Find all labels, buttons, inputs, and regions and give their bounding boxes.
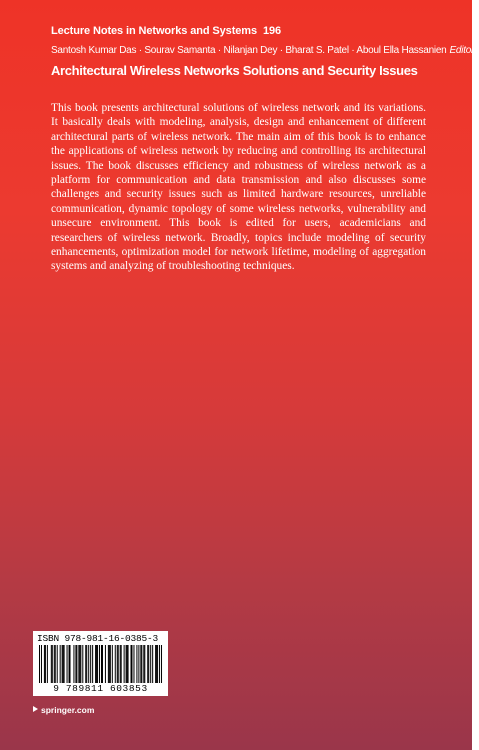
publisher-link-label: springer.com (41, 705, 95, 715)
arrow-right-icon (33, 706, 38, 712)
isbn-text: ISBN 978-981-16-0385-3 (37, 633, 159, 644)
book-description: This book presents architectural solutions of wireless network and its variations. It basically deals with modeling, analysis, design and enhancement of different architectural parts of wireless network. The main aim of this book is to enhance the applications of wireless network by reducing and controlling its architectural issues. The book discusses efficiency and robustness of wireless network as a platform for communication and data transmission and also discusses some challenges and security issues such as limited hardware resources, unreliable communication, dynamic topology of some wireless networks, vulnerability and unsecure environment. This book is edited for users, academicians and researchers of wireless network. Broadly, topics include modeling of security enhancements, optimization model for network lifetime, modeling of aggregation systems and analyzing of troubleshooting techniques. (51, 102, 426, 273)
book-title: Architectural Wireless Networks Solutions and Security Issues (51, 63, 418, 78)
series-line (51, 25, 281, 37)
editor-names: Santosh Kumar Das · Sourav Samanta · Nilanjan Dey · Bharat S. Patel · Aboul Ella Hassanien (51, 45, 447, 56)
series-volume: 196 (262, 25, 282, 37)
isbn-barcode (33, 631, 168, 696)
series-name: Lecture Notes in Networks and Systems (51, 25, 257, 37)
publisher-link[interactable] (33, 705, 94, 715)
editors-line (51, 45, 479, 56)
barcode-bars (39, 645, 162, 683)
barcode-digits: 9 789811 603853 (53, 683, 148, 694)
editors-role: Editors (449, 45, 479, 56)
